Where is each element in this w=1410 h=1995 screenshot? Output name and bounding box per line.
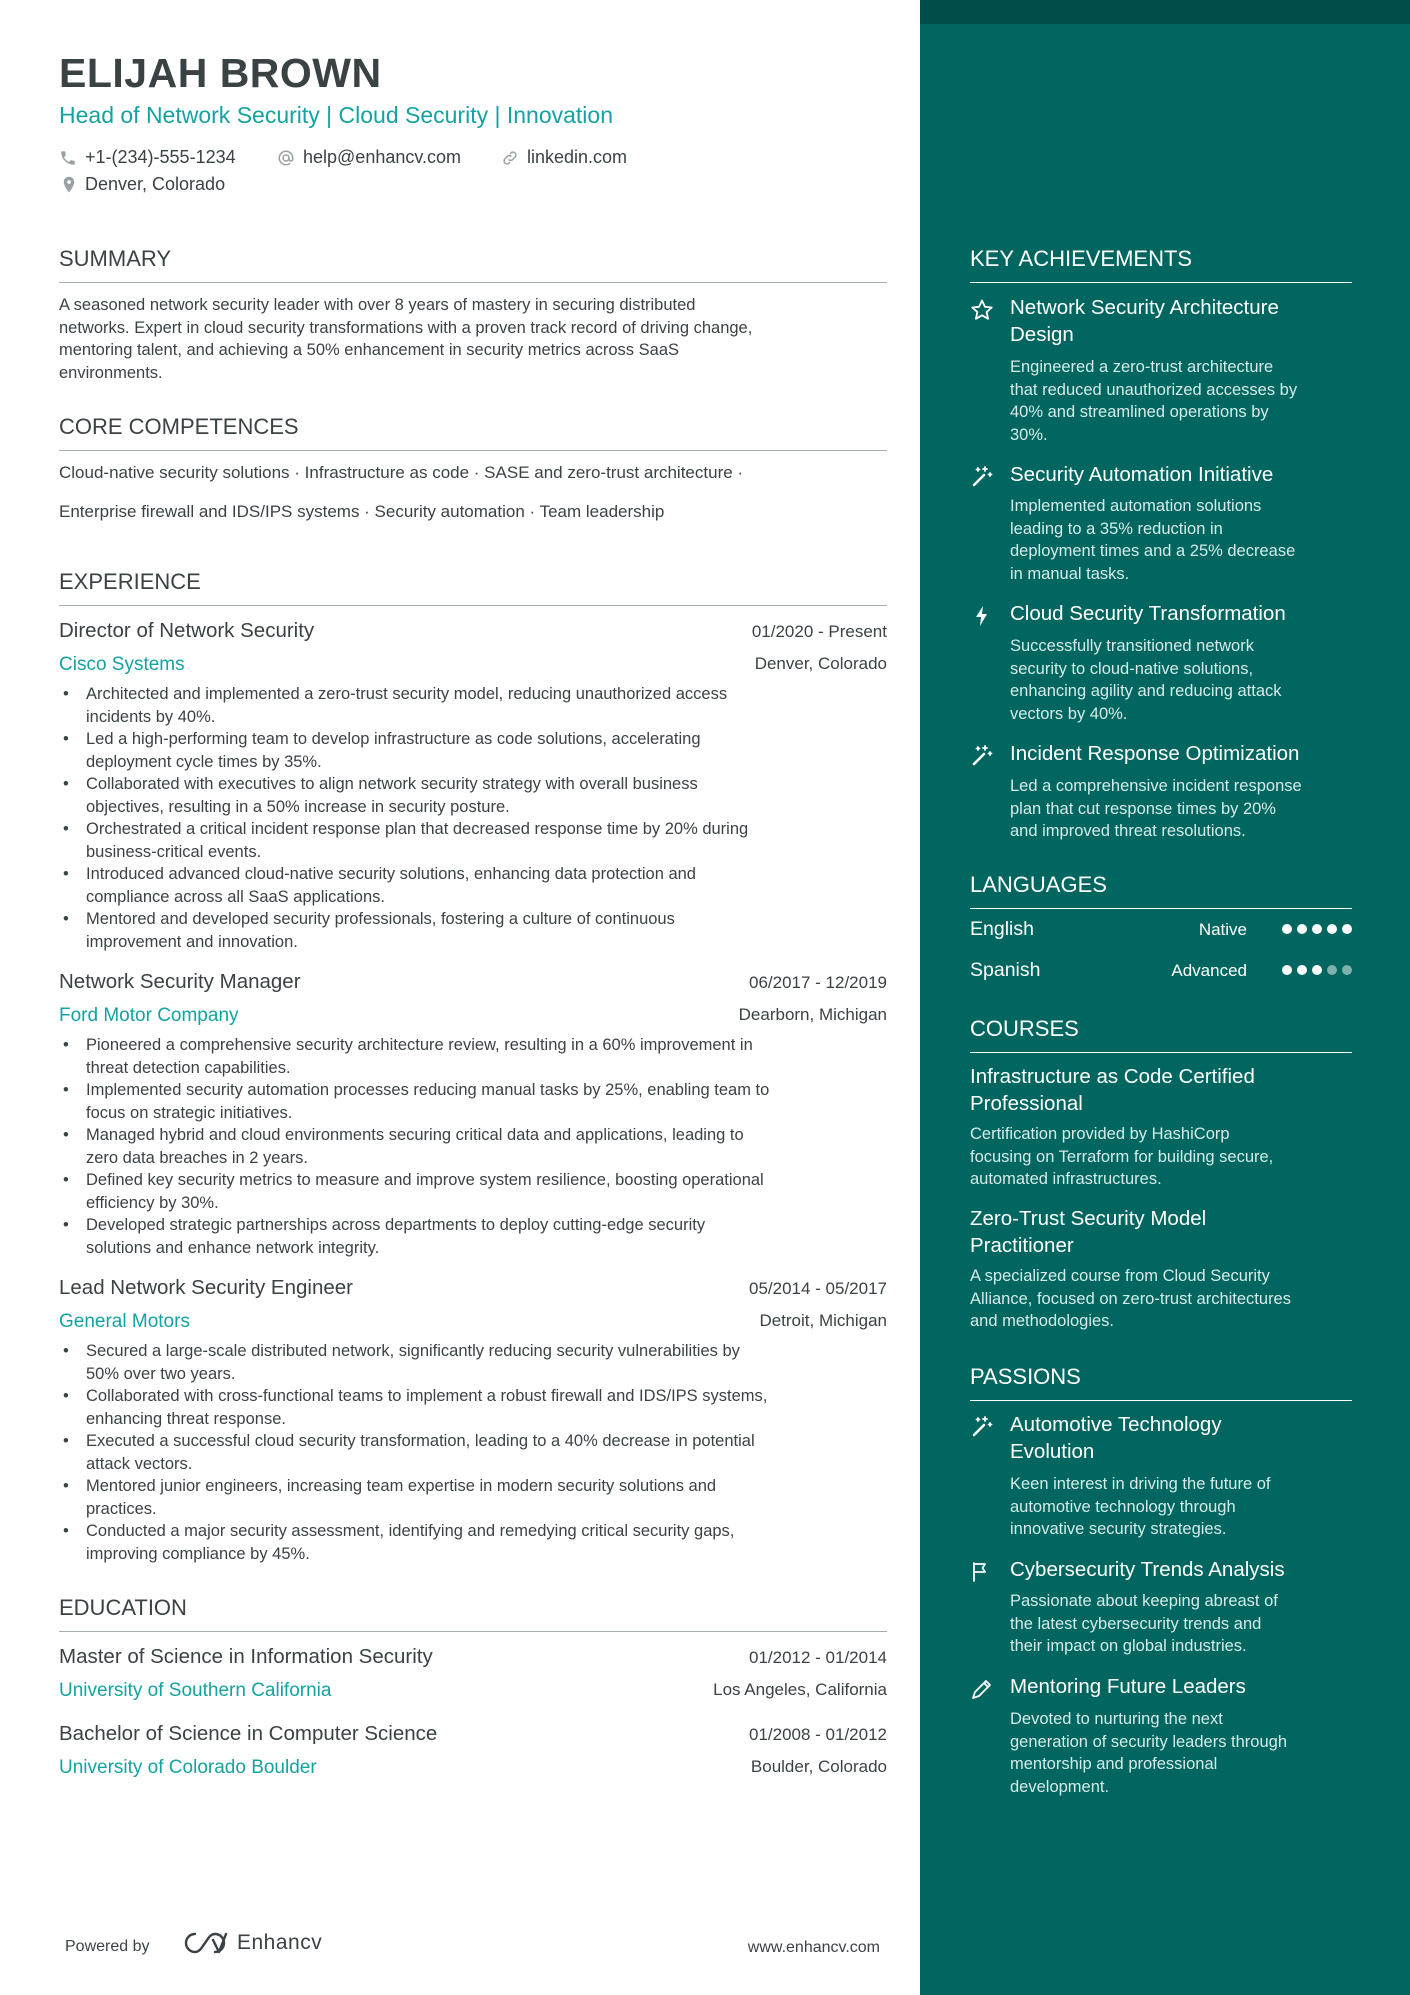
- rating-dot-filled: [1342, 924, 1352, 934]
- school-name: University of Colorado Boulder: [59, 1757, 317, 1778]
- location-pin-icon: [61, 176, 77, 194]
- passion-item: [970, 1673, 1352, 1803]
- rating-dot-filled: [1297, 965, 1307, 975]
- rating-dot-filled: [1327, 924, 1337, 934]
- achievements-heading: KEY ACHIEVEMENTS: [970, 246, 1352, 283]
- language-item: [970, 918, 1352, 946]
- bullet-item: • Orchestrated a critical incident response plan that decreased response time by 20% during business-critical events.: [59, 818, 887, 863]
- phone-icon: [59, 149, 77, 167]
- passion-description: Keen interest in driving the future of automotive technology through innovative security strategies.: [1010, 1475, 1271, 1538]
- bullet-item: • Conducted a major security assessment, identifying and remedying critical security gaps, improving compliance by 45%.: [59, 1520, 887, 1565]
- competences-line-2: Enterprise firewall and IDS/IPS systems · Security automation · Team leadership: [59, 502, 665, 521]
- candidate-name: ELIJAH BROWN: [59, 50, 382, 96]
- education-date: 01/2008 - 01/2012: [748, 1725, 887, 1744]
- sidebar-top-bar: [920, 0, 1410, 24]
- degree-title: Bachelor of Science in Computer Science: [59, 1722, 438, 1745]
- course-description: Certification provided by HashiCorp focusing on Terraform for building secure, automated infrastructures.: [970, 1125, 1274, 1188]
- courses-heading: COURSES: [970, 1016, 1352, 1053]
- language-name: English: [970, 918, 1034, 940]
- bullet-item: • Defined key security metrics to measure and improve system resilience, boosting operational efficiency by 30%.: [59, 1169, 887, 1214]
- bullet-item: • Pioneered a comprehensive security architecture review, resulting in a 60% improvement in threat detection capabilities.: [59, 1034, 887, 1079]
- bullet-item: • Introduced advanced cloud-native security solutions, enhancing data protection and compliance across all SaaS applications.: [59, 863, 887, 908]
- achievement-title: Network Security Architecture Design: [1010, 296, 1279, 346]
- achievement-item: [970, 600, 1352, 730]
- bullet-item: • Collaborated with executives to align network security strategy with overall business objectives, resulting in a 50% increase in security posture.: [59, 773, 887, 818]
- passion-description: Devoted to nurturing the next generation of security leaders through mentorship and professional development.: [1010, 1710, 1288, 1796]
- degree-title: Master of Science in Information Security: [59, 1645, 433, 1668]
- course-item: [970, 1205, 1352, 1333]
- phone-number: +1-(234)-555-1234: [85, 147, 236, 167]
- competences-line-1: Cloud-native security solutions · Infrastructure as code · SASE and zero-trust architecture ·: [59, 463, 744, 482]
- rating-dot-filled: [1312, 924, 1322, 934]
- summary-line: mentoring talent, and achieving a 50% enhancement in security metrics across SaaS: [59, 341, 679, 359]
- website-link[interactable]: www.enhancv.com: [747, 1939, 880, 1956]
- job-bullets: [59, 683, 887, 953]
- summary-line: networks. Expert in cloud security transformations with a proven track record of driving change,: [59, 318, 753, 337]
- education-heading: EDUCATION: [59, 1595, 887, 1632]
- job-location: Dearborn, Michigan: [738, 1005, 887, 1024]
- achievement-item: [970, 740, 1352, 850]
- passion-title: Cybersecurity Trends Analysis: [1010, 1558, 1285, 1581]
- education-location: Los Angeles, California: [713, 1680, 887, 1699]
- job-location: Detroit, Michigan: [759, 1311, 887, 1330]
- star-icon: [970, 298, 994, 322]
- school-name: University of Southern California: [59, 1680, 332, 1701]
- language-level: Native: [1198, 920, 1247, 939]
- job-date: 05/2014 - 05/2017: [748, 1279, 887, 1298]
- job-title: Director of Network Security: [59, 619, 315, 642]
- bullet-item: • Developed strategic partnerships across departments to deploy cutting-edge security solutions and enhance network integrity.: [59, 1214, 887, 1259]
- language-item: [970, 959, 1352, 987]
- passion-item: [970, 1556, 1352, 1666]
- job-date: 06/2017 - 12/2019: [748, 973, 887, 992]
- job-title: Lead Network Security Engineer: [59, 1276, 353, 1299]
- achievement-description: Successfully transitioned network security to cloud-native solutions, enhancing agility and reducing attack vectors by 40%.: [1010, 637, 1282, 723]
- email-address: help@enhancv.com: [303, 147, 462, 167]
- headline: Head of Network Security | Cloud Security | Innovation: [59, 102, 613, 128]
- achievement-description: Implemented automation solutions leading to a 35% reduction in deployment times and a 25% decrease in manual tasks.: [1010, 497, 1296, 583]
- enhancv-logo-icon: [183, 1930, 229, 1956]
- bullet-item: • Executed a successful cloud security transformation, leading to a 40% decrease in potential attack vectors.: [59, 1430, 887, 1475]
- course-item: [970, 1063, 1352, 1191]
- summary-heading: SUMMARY: [59, 246, 887, 283]
- bullet-item: • Led a high-performing team to develop infrastructure as code solutions, accelerating deployment cycle times by 35%.: [59, 728, 887, 773]
- bullet-item: • Managed hybrid and cloud environments securing critical data and applications, leading to zero data breaches in 2 years.: [59, 1124, 887, 1169]
- rating-dot-filled: [1297, 924, 1307, 934]
- rating-dot-empty: [1327, 965, 1337, 975]
- course-description: A specialized course from Cloud Security Alliance, focused on zero-trust architectures and methodologies.: [970, 1267, 1291, 1330]
- rating-dot-empty: [1342, 965, 1352, 975]
- phone-contact[interactable]: [59, 147, 236, 168]
- bullet-item: • Architected and implemented a zero-trust security model, reducing unauthorized access incidents by 40%.: [59, 683, 887, 728]
- job-date: 01/2020 - Present: [751, 622, 887, 641]
- summary-text: [59, 294, 887, 384]
- experience-heading: EXPERIENCE: [59, 569, 887, 606]
- rating-dot-filled: [1312, 965, 1322, 975]
- company-name: General Motors: [59, 1311, 190, 1332]
- pen-icon: [970, 1677, 994, 1701]
- achievement-title: Cloud Security Transformation: [1010, 602, 1286, 625]
- location-contact: [61, 174, 225, 195]
- powered-by-label: Powered by: [65, 1938, 150, 1955]
- language-name: Spanish: [970, 959, 1041, 981]
- magic-wand-icon: [970, 1415, 994, 1439]
- linkedin-url: linkedin.com: [527, 147, 628, 167]
- sidebar: [920, 0, 1410, 1995]
- flag-icon: [970, 1560, 994, 1584]
- achievement-item: [970, 294, 1352, 444]
- bullet-item: • Collaborated with cross-functional teams to implement a robust firewall and IDS/IPS systems, enhancing threat response.: [59, 1385, 887, 1430]
- achievement-title: Incident Response Optimization: [1010, 742, 1300, 765]
- enhancv-brand: Enhancv: [237, 1931, 323, 1954]
- job-title: Network Security Manager: [59, 970, 301, 993]
- languages-heading: LANGUAGES: [970, 872, 1352, 909]
- achievement-description: Led a comprehensive incident response plan that cut response times by 20% and improved threat resolutions.: [1010, 777, 1302, 840]
- course-title: Zero-Trust Security Model Practitioner: [970, 1207, 1207, 1257]
- job-bullets: [59, 1340, 887, 1565]
- bullet-item: • Secured a large-scale distributed network, significantly reducing security vulnerabilities by 50% over two years.: [59, 1340, 887, 1385]
- language-rating: [1282, 965, 1352, 975]
- achievement-title: Security Automation Initiative: [1010, 463, 1274, 486]
- education-date: 01/2012 - 01/2014: [748, 1648, 887, 1667]
- summary-line: environments.: [59, 363, 163, 382]
- achievement-description: Engineered a zero-trust architecture that reduced unauthorized accesses by 40% and streamlined operations by 30%.: [1010, 358, 1298, 444]
- passion-item: [970, 1411, 1352, 1541]
- enhancv-logo[interactable]: [183, 1930, 322, 1956]
- passion-title: Mentoring Future Leaders: [1010, 1675, 1246, 1698]
- achievement-item: [970, 461, 1352, 591]
- language-level: Advanced: [1171, 961, 1247, 980]
- bullet-item: • Mentored junior engineers, increasing team expertise in modern security solutions and practices.: [59, 1475, 887, 1520]
- magic-wand-icon: [970, 465, 994, 489]
- education-location: Boulder, Colorado: [750, 1757, 887, 1776]
- linkedin-contact[interactable]: [501, 147, 627, 168]
- company-name: Ford Motor Company: [59, 1005, 239, 1026]
- passion-title: Automotive Technology Evolution: [1010, 1413, 1222, 1463]
- passions-heading: PASSIONS: [970, 1364, 1352, 1401]
- rating-dot-filled: [1282, 965, 1292, 975]
- bullet-item: • Mentored and developed security professionals, fostering a culture of continuous improvement and innovation.: [59, 908, 887, 953]
- job-bullets: [59, 1034, 887, 1259]
- passion-description: Passionate about keeping abreast of the latest cybersecurity trends and their impact on global industries.: [1010, 1592, 1278, 1655]
- language-rating: [1282, 924, 1352, 934]
- footer: [65, 1930, 880, 1970]
- summary-line: A seasoned network security leader with over 8 years of mastery in securing distributed: [59, 296, 696, 314]
- location-text: Denver, Colorado: [85, 174, 226, 194]
- job-location: Denver, Colorado: [754, 654, 887, 673]
- rating-dot-filled: [1282, 924, 1292, 934]
- link-icon: [501, 149, 519, 167]
- competences-heading: CORE COMPETENCES: [59, 414, 887, 451]
- magic-wand-icon: [970, 744, 994, 768]
- course-title: Infrastructure as Code Certified Professional: [970, 1065, 1255, 1115]
- lightning-icon: [970, 604, 994, 628]
- company-name: Cisco Systems: [59, 654, 185, 675]
- email-contact[interactable]: [277, 147, 461, 168]
- bullet-item: • Implemented security automation processes reducing manual tasks by 25%, enabling team to focus on strategic initiatives.: [59, 1079, 887, 1124]
- at-icon: [277, 149, 295, 167]
